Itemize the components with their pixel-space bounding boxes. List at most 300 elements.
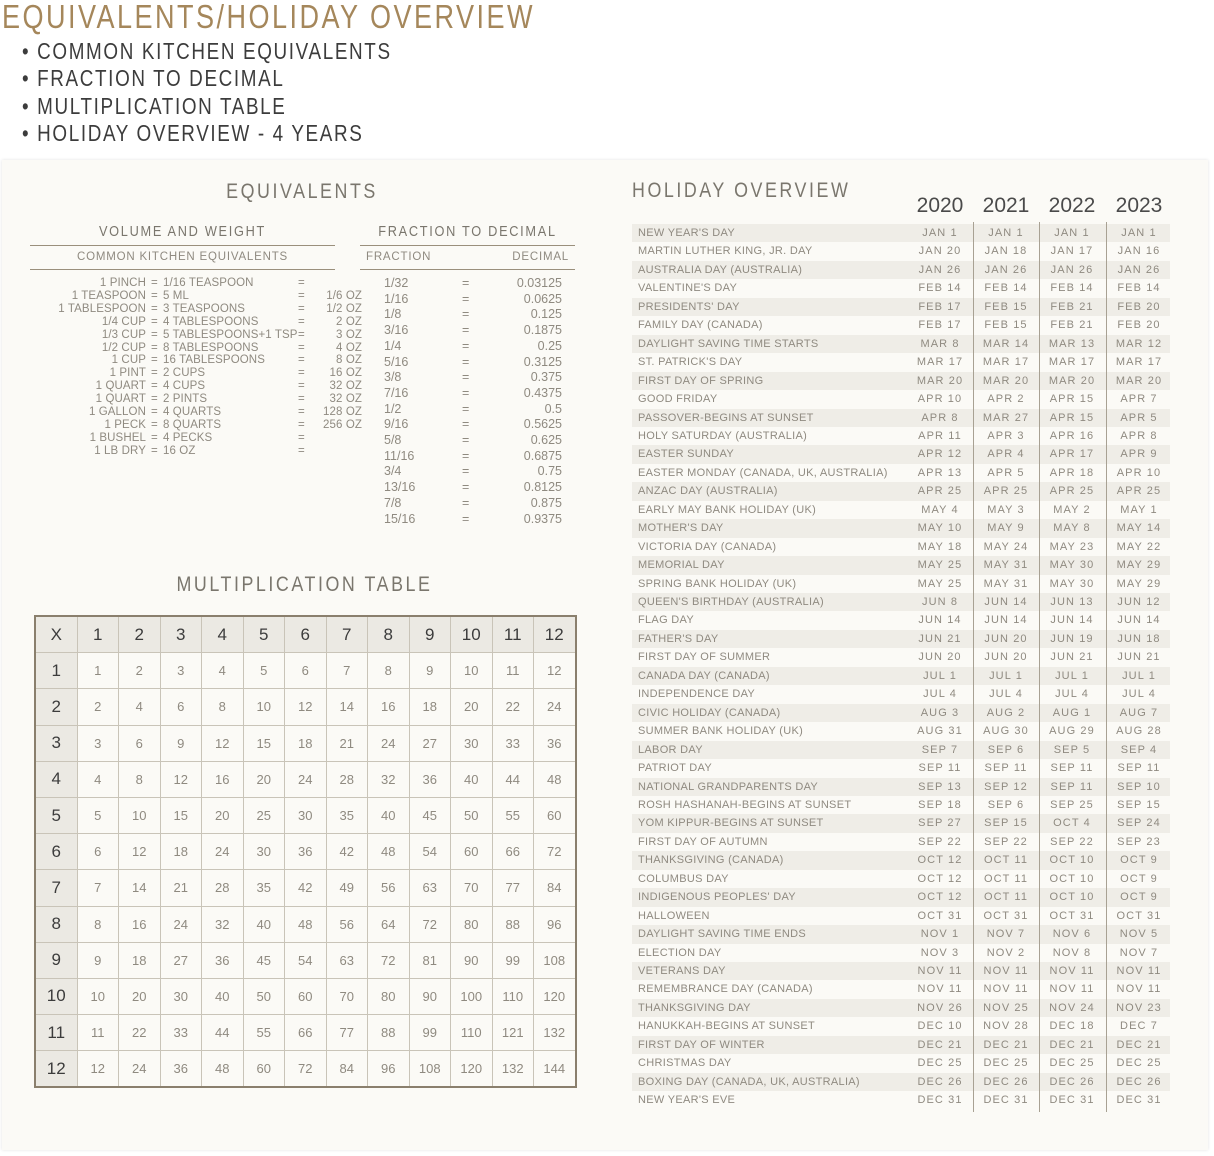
product-cell: 20 [119,978,161,1014]
holiday-date: NOV 7 [1119,946,1159,959]
fraction-row [384,386,564,402]
holiday-date: JAN 20 [918,245,962,258]
holiday-date: NOV 5 [1119,928,1159,941]
holiday-date: DEC 26 [917,1075,963,1088]
holiday-date: FEB 14 [1050,282,1094,295]
holiday-name: PATRIOT DAY [638,762,712,775]
holiday-date: APR 8 [921,411,959,424]
kitchen-cell: 256 OZ [323,418,362,431]
holiday-date: JUN 14 [984,596,1028,608]
product-cell: 28 [326,761,368,797]
holiday-row [632,778,1170,796]
product-cell: 6 [77,834,119,870]
product-cell: 55 [492,797,534,833]
kitchen-cell: 1 TABLESPOON [58,302,146,315]
equals-sign: = [462,495,470,510]
product-cell: 33 [160,1015,202,1051]
decimal-value: 0.125 [530,307,562,322]
holiday-date: FEB 15 [984,319,1028,332]
holiday-row [632,1017,1170,1035]
holiday-date: APR 2 [987,393,1025,406]
kitchen-cell: 1 TEASPOON [71,289,146,302]
holiday-date: MAR 17 [1115,356,1163,369]
equals-sign: = [151,302,158,315]
holiday-row [632,833,1170,851]
product-cell: 48 [285,906,327,942]
product-cell: 72 [368,942,410,978]
holiday-row [632,372,1170,390]
product-cell: 6 [285,653,327,689]
fraction-row [384,433,564,449]
row-header-cell: 10 [35,978,77,1014]
holiday-row [632,980,1170,998]
kitchen-cell: 1 PINCH [99,277,146,289]
holiday-date: FEB 17 [918,319,962,332]
holiday-row [632,464,1170,482]
column-divider [973,222,974,1112]
holiday-date: JUN 18 [1117,632,1161,645]
fraction-row [384,417,564,433]
row-header-cell: 4 [35,761,77,797]
kitchen-cell: 5 ML [163,289,189,302]
product-cell: 40 [243,906,285,942]
holiday-date: JUN 21 [1050,651,1094,664]
equals-sign: = [462,370,470,385]
holiday-date: DEC 21 [983,1038,1029,1051]
holiday-row [632,888,1170,906]
product-cell: 50 [243,978,285,1014]
table-row [35,1015,576,1051]
decimal-value: 0.875 [530,495,562,510]
holiday-date: SEP 11 [1050,780,1094,793]
holiday-date: NOV 11 [1049,965,1095,977]
holiday-date: DEC 25 [1049,1057,1095,1070]
equals-sign: = [298,380,305,393]
product-cell: 7 [77,870,119,906]
fraction-value: 1/32 [384,276,409,290]
kitchen-cell: 2 OZ [336,315,362,328]
holiday-date: MAR 20 [982,374,1030,387]
holiday-date: DEC 31 [983,1094,1029,1107]
holiday-name: FIRST DAY OF AUTUMN [638,835,768,848]
holiday-date: AUG 1 [1052,706,1092,719]
kitchen-equivalent-row [30,289,362,303]
holiday-date: MAR 20 [1115,374,1163,387]
product-cell: 10 [243,689,285,725]
holiday-name: DAYLIGHT SAVING TIME STARTS [638,337,819,350]
product-cell: 28 [202,870,244,906]
product-cell: 16 [368,689,410,725]
product-cell: 120 [451,1051,493,1088]
holiday-row [632,335,1170,353]
holiday-date: APR 7 [1120,393,1158,406]
holiday-date: NOV 26 [917,1001,963,1014]
holiday-date: OCT 12 [917,872,963,885]
equals-sign: = [462,354,470,369]
product-cell: 54 [409,834,451,870]
holiday-overview-title: HOLIDAY OVERVIEW [632,179,851,202]
product-cell: 7 [326,653,368,689]
holiday-row [632,907,1170,925]
kitchen-equivalent-row [30,302,362,316]
holiday-date: MAY 24 [983,540,1029,553]
product-cell: 24 [160,906,202,942]
equals-sign: = [298,328,305,341]
holiday-name: GOOD FRIDAY [638,393,718,406]
kitchen-cell: 1 BUSHEL [89,431,146,444]
product-cell: 50 [451,797,493,833]
holiday-date: AUG 2 [986,706,1026,719]
product-cell: 77 [492,870,534,906]
product-cell: 63 [326,942,368,978]
product-cell: 56 [368,870,410,906]
product-cell: 60 [285,978,327,1014]
holiday-row [632,870,1170,888]
divider [30,269,335,270]
kitchen-equivalent-row [30,393,362,406]
holiday-date: AUG 29 [1049,725,1095,738]
row-header-cell: 1 [35,653,77,689]
kitchen-cell: 3 OZ [336,328,362,341]
holiday-date: MAR 13 [1048,337,1096,350]
holiday-date: AUG 3 [920,706,960,719]
holiday-date: SEP 11 [1050,762,1094,775]
holiday-date: SEP 12 [984,780,1028,793]
fraction-column-header: FRACTION [366,251,432,263]
holiday-date: MAY 10 [917,522,963,535]
table-row [35,978,576,1014]
holiday-date: APR 13 [917,466,963,479]
holiday-date: OCT 12 [917,854,963,867]
product-cell: 70 [326,978,368,1014]
product-cell: 15 [160,797,202,833]
equals-sign: = [298,277,305,289]
equals-sign: = [151,393,158,406]
table-row [35,834,576,870]
holiday-row [632,814,1170,832]
fraction-value: 7/8 [384,495,402,510]
product-cell: 20 [451,689,493,725]
product-cell: 24 [534,689,576,725]
holiday-name: HANUKKAH-BEGINS AT SUNSET [638,1020,816,1033]
holiday-date: APR 9 [1120,448,1158,461]
contents-list [22,38,473,147]
holiday-date: FEB 14 [1117,282,1161,295]
holiday-date: JUN 14 [918,614,962,627]
fraction-value: 13/16 [384,480,416,495]
product-cell: 96 [534,906,576,942]
product-cell: 21 [326,725,368,761]
row-header-cell: 8 [35,906,77,942]
product-cell: 80 [368,978,410,1014]
kitchen-equivalent-row [30,380,362,393]
holiday-date: SEP 22 [918,835,962,848]
year-header: 2021 [982,194,1030,217]
holiday-row [632,1054,1170,1072]
fraction-row [384,370,564,386]
decimal-value: 0.5625 [523,417,562,432]
holiday-date: JAN 17 [1050,245,1094,258]
multiplication-title: MULTIPLICATION TABLE [176,573,433,596]
product-cell: 32 [202,906,244,942]
holiday-date: MAY 29 [1116,559,1162,572]
holiday-date: JUN 20 [984,651,1028,664]
holiday-name: EARLY MAY BANK HOLIDAY (UK) [638,503,817,516]
contents-item: • HOLIDAY OVERVIEW - 4 YEARS [22,119,364,146]
product-cell: 16 [119,906,161,942]
holiday-date: MAY 31 [983,559,1029,572]
row-header-cell: 11 [35,1015,77,1051]
holiday-date: OCT 10 [1049,854,1095,867]
holiday-date: DEC 21 [1116,1038,1162,1051]
holiday-row [632,538,1170,556]
holiday-date: JUL 1 [1055,669,1089,682]
holiday-date: JAN 1 [922,227,958,239]
kitchen-equivalent-row [30,315,362,329]
product-cell: 16 [202,761,244,797]
holiday-date: SEP 4 [1120,743,1158,756]
table-row [35,725,576,761]
product-cell: 63 [409,870,451,906]
product-cell: 80 [451,906,493,942]
holiday-row [632,279,1170,297]
fraction-row [384,276,564,292]
decimal-value: 0.75 [537,464,562,479]
product-cell: 60 [534,797,576,833]
kitchen-equivalents-title: COMMON KITCHEN EQUIVALENTS [77,251,288,263]
holiday-date: SEP 10 [1117,780,1161,793]
equals-sign: = [298,289,305,302]
holiday-date: JUN 13 [1050,596,1094,608]
holiday-date: OCT 4 [1053,817,1091,830]
holiday-name: INDIGENOUS PEOPLES' DAY [638,891,796,904]
product-cell: 77 [326,1015,368,1051]
holiday-row [632,851,1170,869]
product-cell: 22 [492,689,534,725]
product-cell: 66 [492,834,534,870]
holiday-name: FIRST DAY OF SUMMER [638,651,771,664]
fraction-decimal-title: FRACTION TO DECIMAL [378,223,557,240]
holiday-name: MARTIN LUTHER KING, JR. DAY [638,245,813,258]
kitchen-cell: 1 CUP [111,354,146,367]
holiday-name: REMEMBRANCE DAY (CANADA) [638,983,813,996]
product-cell: 99 [409,1015,451,1051]
holiday-date: OCT 11 [983,854,1029,867]
decimal-value: 0.03125 [516,276,562,290]
decimal-value: 0.5 [544,401,562,416]
holiday-date: MAY 31 [983,577,1029,590]
product-cell: 48 [202,1051,244,1088]
holiday-name: NEW YEAR'S DAY [638,227,735,239]
holiday-date: JAN 26 [918,263,962,276]
holiday-name: SUMMER BANK HOLIDAY (UK) [638,725,804,738]
kitchen-equivalent-row [30,341,362,355]
product-cell: 35 [243,870,285,906]
year-header: 2022 [1048,194,1096,217]
holiday-date: MAR 12 [1115,337,1163,350]
fraction-value: 5/8 [384,433,402,447]
holiday-name: CANADA DAY (CANADA) [638,669,770,682]
product-cell: 10 [77,978,119,1014]
holiday-row [632,501,1170,519]
product-cell: 30 [160,978,202,1014]
kitchen-cell: 2 PINTS [163,393,208,406]
equals-sign: = [298,431,305,444]
equals-sign: = [462,480,470,495]
holiday-row [632,445,1170,463]
holiday-date: SEP 24 [1117,817,1161,830]
holiday-date: NOV 28 [983,1020,1029,1033]
holiday-date: APR 18 [1049,466,1095,479]
product-cell: 15 [243,725,285,761]
holiday-name: MEMORIAL DAY [638,559,725,572]
holiday-date: SEP 7 [921,743,959,756]
holiday-date: MAY 23 [1049,540,1095,553]
table-row [35,906,576,942]
product-cell: 56 [326,906,368,942]
kitchen-cell: 16 TABLESPOONS [163,354,265,367]
product-cell: 60 [243,1051,285,1088]
holiday-date: MAY 29 [1116,577,1162,590]
product-cell: 42 [326,834,368,870]
equals-sign: = [151,367,158,380]
holiday-row [632,298,1170,316]
product-cell: 11 [492,653,534,689]
product-cell: 18 [409,689,451,725]
product-cell: 10 [119,797,161,833]
fraction-row [384,480,564,496]
product-cell: 45 [243,942,285,978]
holiday-date: JUN 19 [1050,632,1094,645]
product-cell: 48 [534,761,576,797]
decimal-value: 0.625 [530,433,562,447]
product-cell: 84 [534,870,576,906]
holiday-date: JUL 1 [1122,669,1156,682]
header-cell: 10 [451,616,493,653]
holiday-date: DEC 10 [917,1020,963,1033]
holiday-date: JAN 1 [1121,227,1157,239]
holiday-date: MAR 20 [916,374,964,387]
holiday-date: JUN 20 [918,651,962,664]
product-cell: 30 [451,725,493,761]
holiday-date: APR 15 [1049,393,1095,406]
holiday-date: NOV 1 [920,928,960,941]
holiday-date: APR 15 [1049,411,1095,424]
kitchen-cell: 32 OZ [329,393,362,406]
product-cell: 110 [451,1015,493,1051]
column-divider [1106,222,1107,1112]
holiday-date: NOV 3 [920,946,960,959]
kitchen-equivalent-row [30,367,362,380]
holiday-row [632,667,1170,685]
kitchen-cell: 4 TABLESPOONS [163,315,259,328]
kitchen-cell: 1 GALLON [88,406,146,418]
holiday-row [632,353,1170,371]
holiday-name: SPRING BANK HOLIDAY (UK) [638,577,797,590]
kitchen-cell: 1/6 OZ [326,289,362,302]
holiday-date: JUN 20 [984,632,1028,645]
holiday-date: DEC 26 [1049,1075,1095,1088]
holiday-date: MAR 27 [982,411,1030,424]
holiday-date: JAN 26 [1117,263,1161,276]
header-cell: 2 [119,616,161,653]
fraction-value: 5/16 [384,354,409,369]
product-cell: 25 [243,797,285,833]
kitchen-cell: 4 PECKS [163,431,213,444]
holiday-name: YOM KIPPUR-BEGINS AT SUNSET [638,817,824,830]
product-cell: 44 [202,1015,244,1051]
header-cell: 5 [243,616,285,653]
fraction-value: 1/2 [384,401,402,416]
holiday-date: MAY 8 [1053,522,1091,535]
fraction-row [384,496,564,512]
equals-sign: = [298,444,305,457]
holiday-date: DEC 21 [1049,1038,1095,1051]
equals-sign: = [462,307,470,322]
holiday-date: JUL 4 [1122,688,1156,701]
holiday-name: FATHER'S DAY [638,632,719,645]
holiday-row [632,224,1170,242]
holiday-date: SEP 23 [1117,835,1161,848]
table-row [35,653,576,689]
holiday-name: FLAG DAY [638,614,694,627]
product-cell: 24 [285,761,327,797]
row-header-cell: 2 [35,689,77,725]
equals-sign: = [462,433,470,447]
holiday-date: OCT 12 [917,891,963,904]
holiday-date: MAY 1 [1120,503,1158,516]
product-cell: 108 [534,942,576,978]
product-cell: 70 [451,870,493,906]
holiday-date: MAY 3 [987,503,1025,516]
holiday-name: FIRST DAY OF WINTER [638,1038,765,1051]
holiday-date: JUL 4 [1055,688,1089,701]
equals-sign: = [151,328,158,341]
holiday-row [632,648,1170,666]
holiday-date: DEC 26 [983,1075,1029,1088]
holiday-name: CIVIC HOLIDAY (CANADA) [638,706,781,719]
holiday-date: MAY 25 [917,559,963,572]
kitchen-cell: 1/2 OZ [326,302,362,315]
product-cell: 18 [285,725,327,761]
product-cell: 10 [451,653,493,689]
holiday-row [632,962,1170,980]
holiday-date: OCT 10 [1049,872,1095,885]
holiday-date: AUG 28 [1116,725,1162,738]
holiday-date: APR 8 [1120,429,1158,442]
product-cell: 32 [368,761,410,797]
header-cell: 12 [534,616,576,653]
holiday-date: FEB 15 [984,300,1028,313]
kitchen-equivalent-row [30,418,362,432]
kitchen-cell: 1 QUART [95,393,146,406]
row-header-cell: 12 [35,1051,77,1088]
holiday-date: DEC 18 [1049,1020,1095,1033]
holiday-date: JAN 1 [988,227,1024,239]
fraction-row [384,464,564,480]
holiday-row [632,482,1170,500]
holiday-date: JUL 4 [923,688,957,701]
kitchen-cell: 1 LB DRY [94,444,146,457]
holiday-date: MAR 8 [920,337,960,350]
table-row [35,1051,576,1088]
kitchen-cell: 4 OZ [336,341,362,354]
holiday-date: NOV 11 [917,983,963,996]
header-cell: 8 [368,616,410,653]
product-cell: 22 [119,1015,161,1051]
holiday-row [632,999,1170,1017]
holiday-date: JUL 4 [989,688,1023,701]
